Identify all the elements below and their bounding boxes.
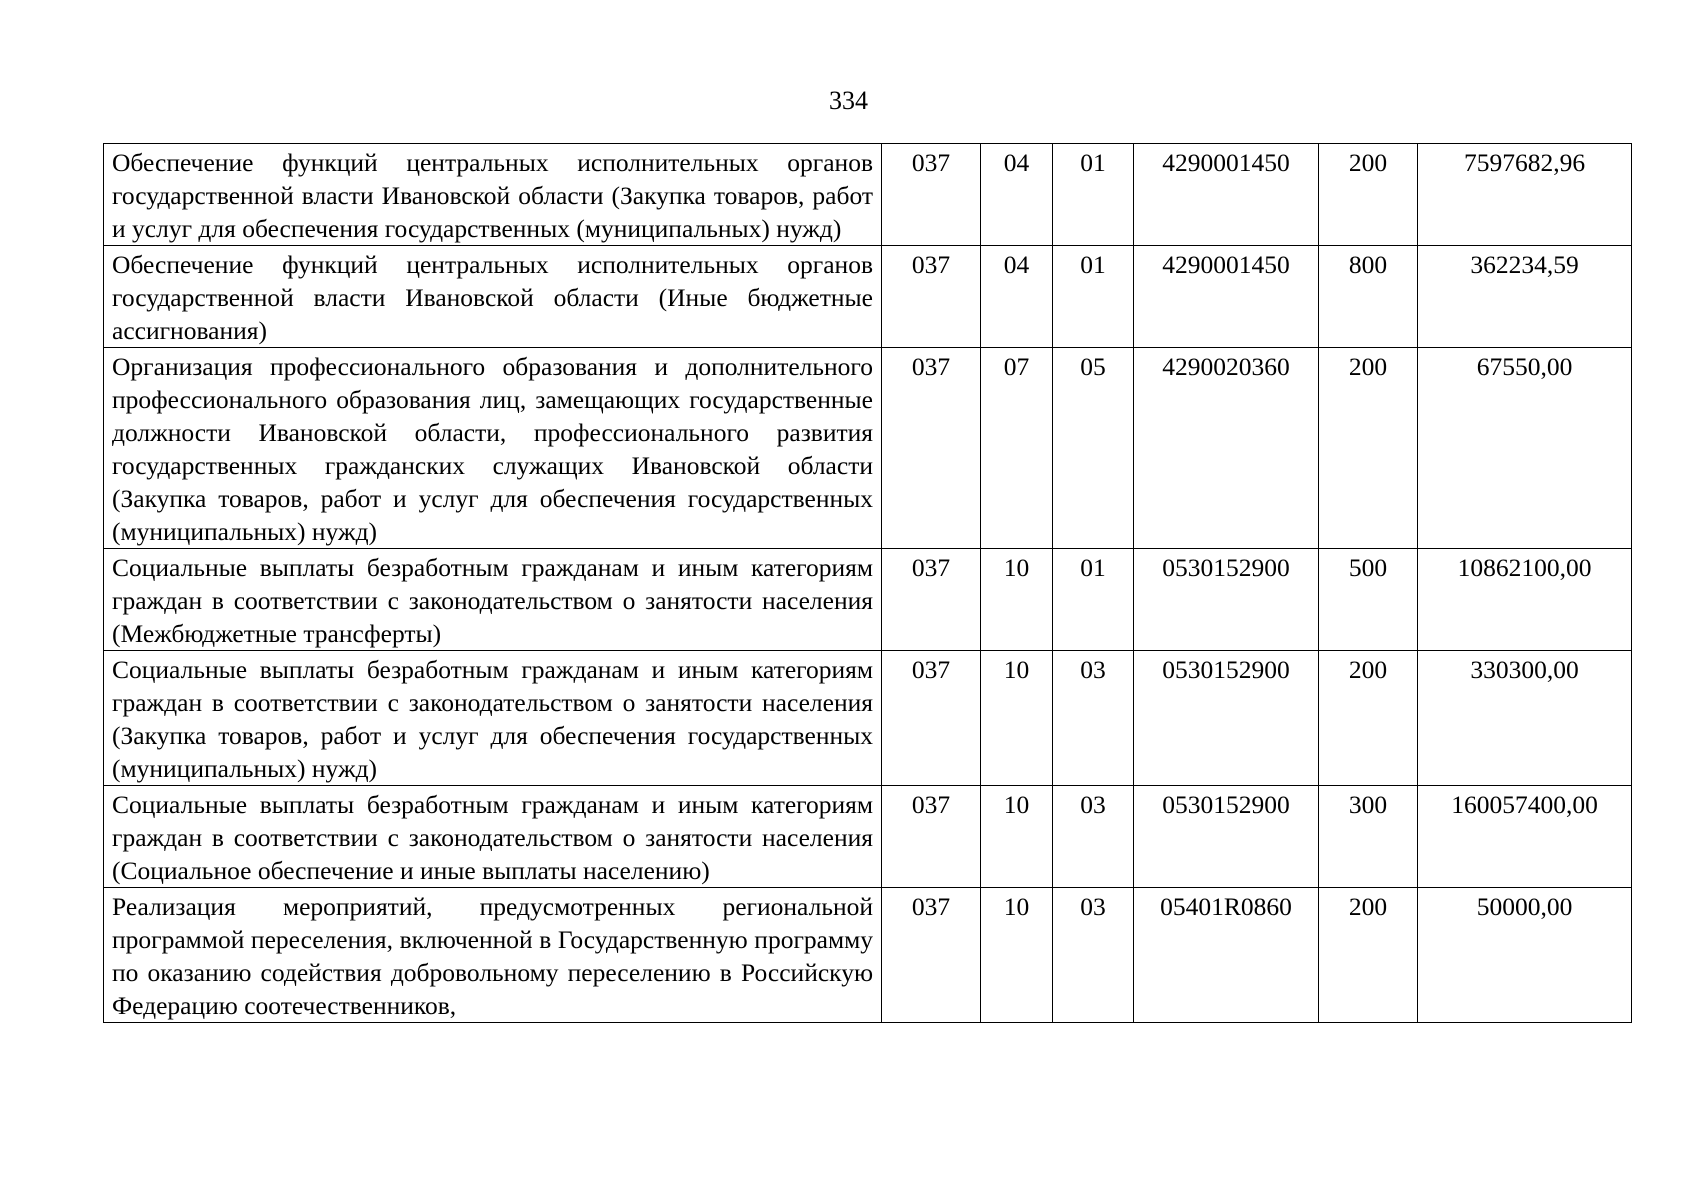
page-number: 334 [829,86,868,115]
amount: 10862100,00 [1418,549,1632,651]
amount: 160057400,00 [1418,786,1632,888]
subsection-code: 01 [1053,246,1134,348]
chapter-code: 037 [882,549,981,651]
subsection-code: 05 [1053,348,1134,549]
table-row [104,786,1632,888]
target-article-code: 0530152900 [1134,651,1319,786]
expense-type-code: 200 [1319,651,1418,786]
chapter-code: 037 [882,651,981,786]
table-row [104,348,1632,549]
table-row [104,549,1632,651]
target-article-code: 0530152900 [1134,549,1319,651]
expense-type-code: 800 [1319,246,1418,348]
amount: 330300,00 [1418,651,1632,786]
chapter-code: 037 [882,348,981,549]
expense-name: Организация профессионального образования и дополнительного профессионального образования лиц, замещающих государственные должности Ивановской области, профессионального развития государственных гражданских служащих Ивановской области (Закупка товаров, работ и услуг для обеспечения государственных (муниципальных) нужд) [104,348,882,549]
table-row [104,246,1632,348]
target-article-code: 0530152900 [1134,786,1319,888]
table-row [104,144,1632,246]
chapter-code: 037 [882,786,981,888]
subsection-code: 01 [1053,549,1134,651]
section-code: 10 [981,651,1053,786]
table-row [104,888,1632,1023]
expense-name: Обеспечение функций центральных исполнительных органов государственной власти Ивановской области (Закупка товаров, работ и услуг для обеспечения государственных (муниципальных) нужд) [104,144,882,246]
amount: 7597682,96 [1418,144,1632,246]
section-code: 04 [981,144,1053,246]
amount: 362234,59 [1418,246,1632,348]
chapter-code: 037 [882,888,981,1023]
amount: 50000,00 [1418,888,1632,1023]
amount: 67550,00 [1418,348,1632,549]
section-code: 07 [981,348,1053,549]
expense-name: Социальные выплаты безработным гражданам и иным категориям граждан в соответствии с законодательством о занятости населения (Закупка товаров, работ и услуг для обеспечения государственных (муниципальных) нужд) [104,651,882,786]
subsection-code: 03 [1053,786,1134,888]
target-article-code: 05401R0860 [1134,888,1319,1023]
expense-name: Обеспечение функций центральных исполнительных органов государственной власти Ивановской области (Иные бюджетные ассигнования) [104,246,882,348]
expense-name: Социальные выплаты безработным гражданам и иным категориям граждан в соответствии с законодательством о занятости населения (Социальное обеспечение и иные выплаты населению) [104,786,882,888]
expense-name: Социальные выплаты безработным гражданам и иным категориям граждан в соответствии с законодательством о занятости населения (Межбюджетные трансферты) [104,549,882,651]
expense-type-code: 200 [1319,888,1418,1023]
section-code: 04 [981,246,1053,348]
section-code: 10 [981,549,1053,651]
subsection-code: 03 [1053,651,1134,786]
chapter-code: 037 [882,144,981,246]
target-article-code: 4290001450 [1134,144,1319,246]
expense-name: Реализация мероприятий, предусмотренных региональной программой переселения, включенной в Государственную программу по оказанию содействия добровольному переселению в Российскую Федерацию соотечественников, [104,888,882,1023]
budget-allocation-table [103,143,1632,1023]
table-row [104,651,1632,786]
section-code: 10 [981,786,1053,888]
subsection-code: 01 [1053,144,1134,246]
expense-type-code: 200 [1319,144,1418,246]
expense-type-code: 200 [1319,348,1418,549]
chapter-code: 037 [882,246,981,348]
expense-type-code: 500 [1319,549,1418,651]
target-article-code: 4290020360 [1134,348,1319,549]
subsection-code: 03 [1053,888,1134,1023]
expense-type-code: 300 [1319,786,1418,888]
section-code: 10 [981,888,1053,1023]
target-article-code: 4290001450 [1134,246,1319,348]
